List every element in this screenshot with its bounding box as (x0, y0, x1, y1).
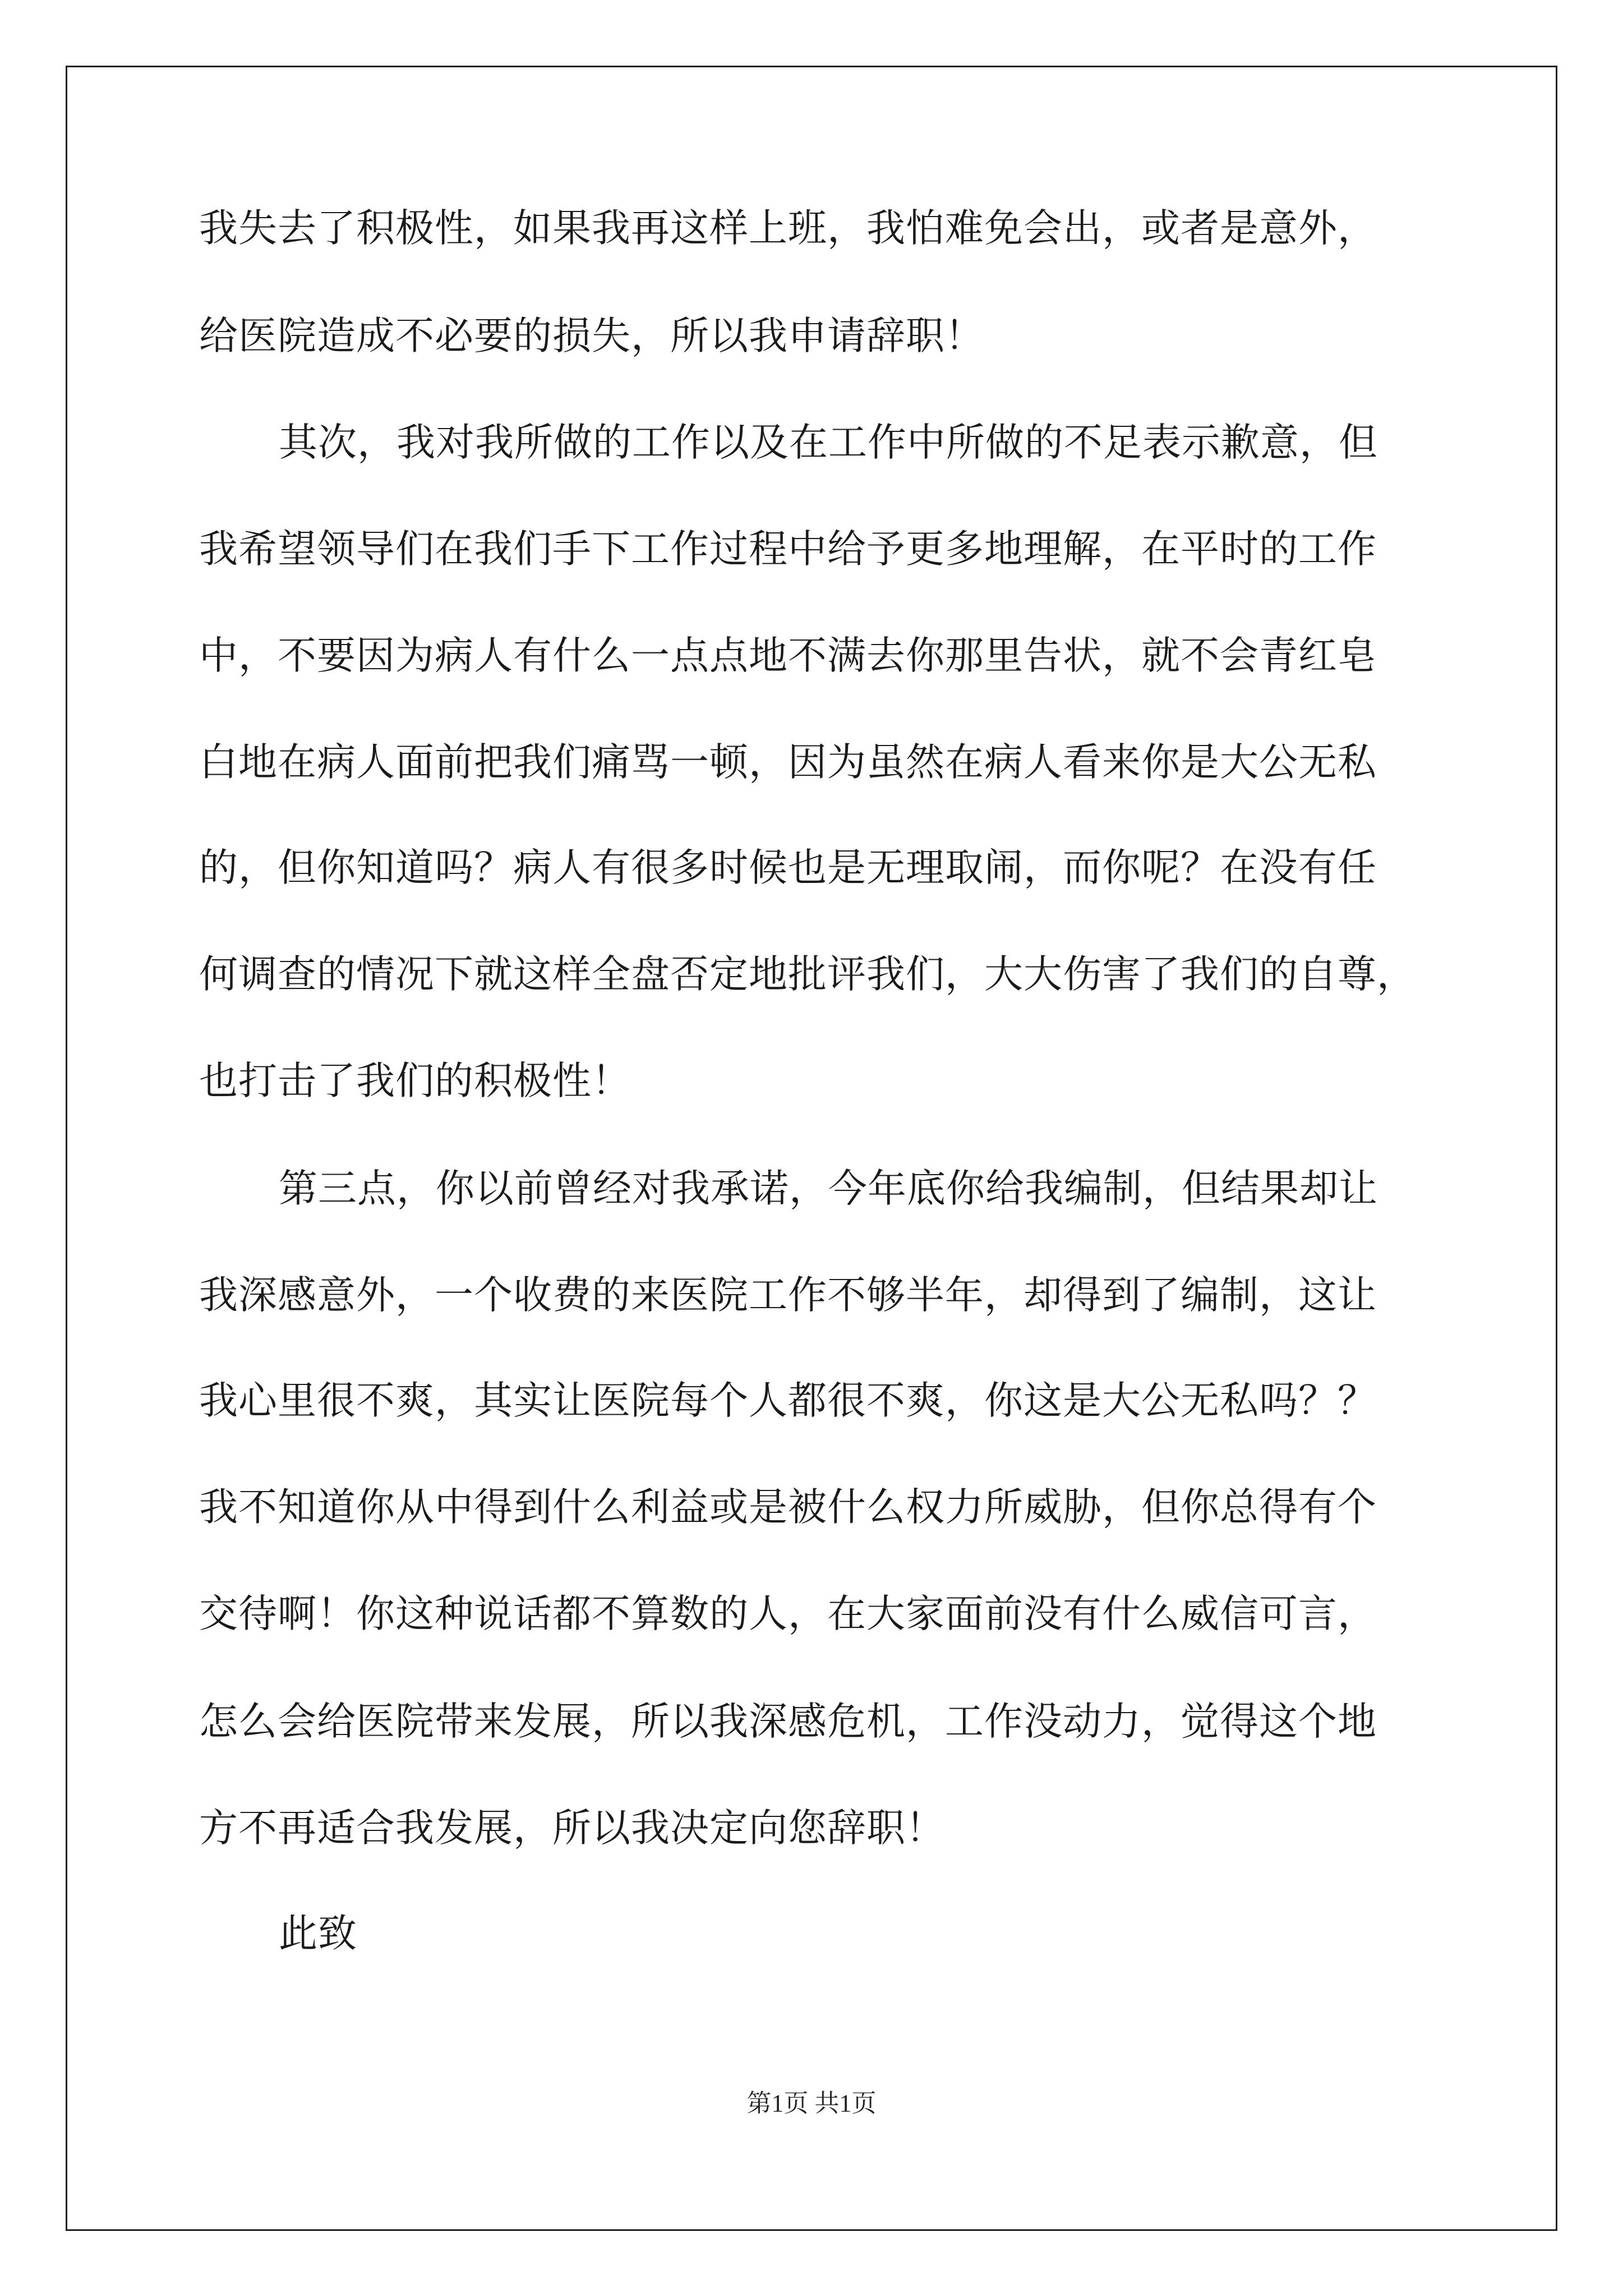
paragraph-start-line: 第三点，你以前曾经对我承诺，今年底你给我编制，但结果却让 (279, 1166, 1378, 1211)
text-line: 我心里很不爽，其实让医院每个人都很不爽，你这是大公无私吗？？ (199, 1378, 1377, 1423)
text-line: 方不再适合我发展，所以我决定向您辞职！ (199, 1806, 945, 1851)
closing-salutation: 此致 (279, 1911, 357, 1956)
paragraph-start-line: 其次，我对我所做的工作以及在工作中所做的不足表示歉意，但 (279, 420, 1378, 465)
text-line: 何调查的情况下就这样全盘否定地批评我们，大大伤害了我们的自尊， (199, 952, 1416, 997)
text-line: 我失去了积极性，如果我再这样上班，我怕难免会出，或者是意外， (199, 206, 1377, 251)
text-line: 交待啊！你这种说话都不算数的人，在大家面前没有什么威信可言， (199, 1591, 1377, 1636)
text-line: 我深感意外，一个收费的来医院工作不够半年，却得到了编制，这让 (199, 1273, 1377, 1318)
page-footer: 第1页 共1页 (746, 2090, 877, 2117)
text-line: 给医院造成不必要的损失，所以我申请辞职！ (199, 314, 984, 358)
text-line: 怎么会给医院带来发展，所以我深感危机，工作没动力，觉得这个地 (199, 1699, 1377, 1744)
text-line: 我希望领导们在我们手下工作过程中给予更多地理解，在平时的工作 (199, 527, 1377, 572)
text-line: 的，但你知道吗？病人有很多时候也是无理取闹，而你呢？在没有任 (199, 845, 1377, 890)
text-line: 白地在病人面前把我们痛骂一顿，因为虽然在病人看来你是大公无私 (199, 740, 1377, 785)
text-line: 我不知道你从中得到什么利益或是被什么权力所威胁，但你总得有个 (199, 1485, 1377, 1530)
text-line: 中，不要因为病人有什么一点点地不满去你那里告状，就不会青红皂 (199, 633, 1377, 678)
text-line: 也打击了我们的积极性！ (199, 1059, 631, 1103)
